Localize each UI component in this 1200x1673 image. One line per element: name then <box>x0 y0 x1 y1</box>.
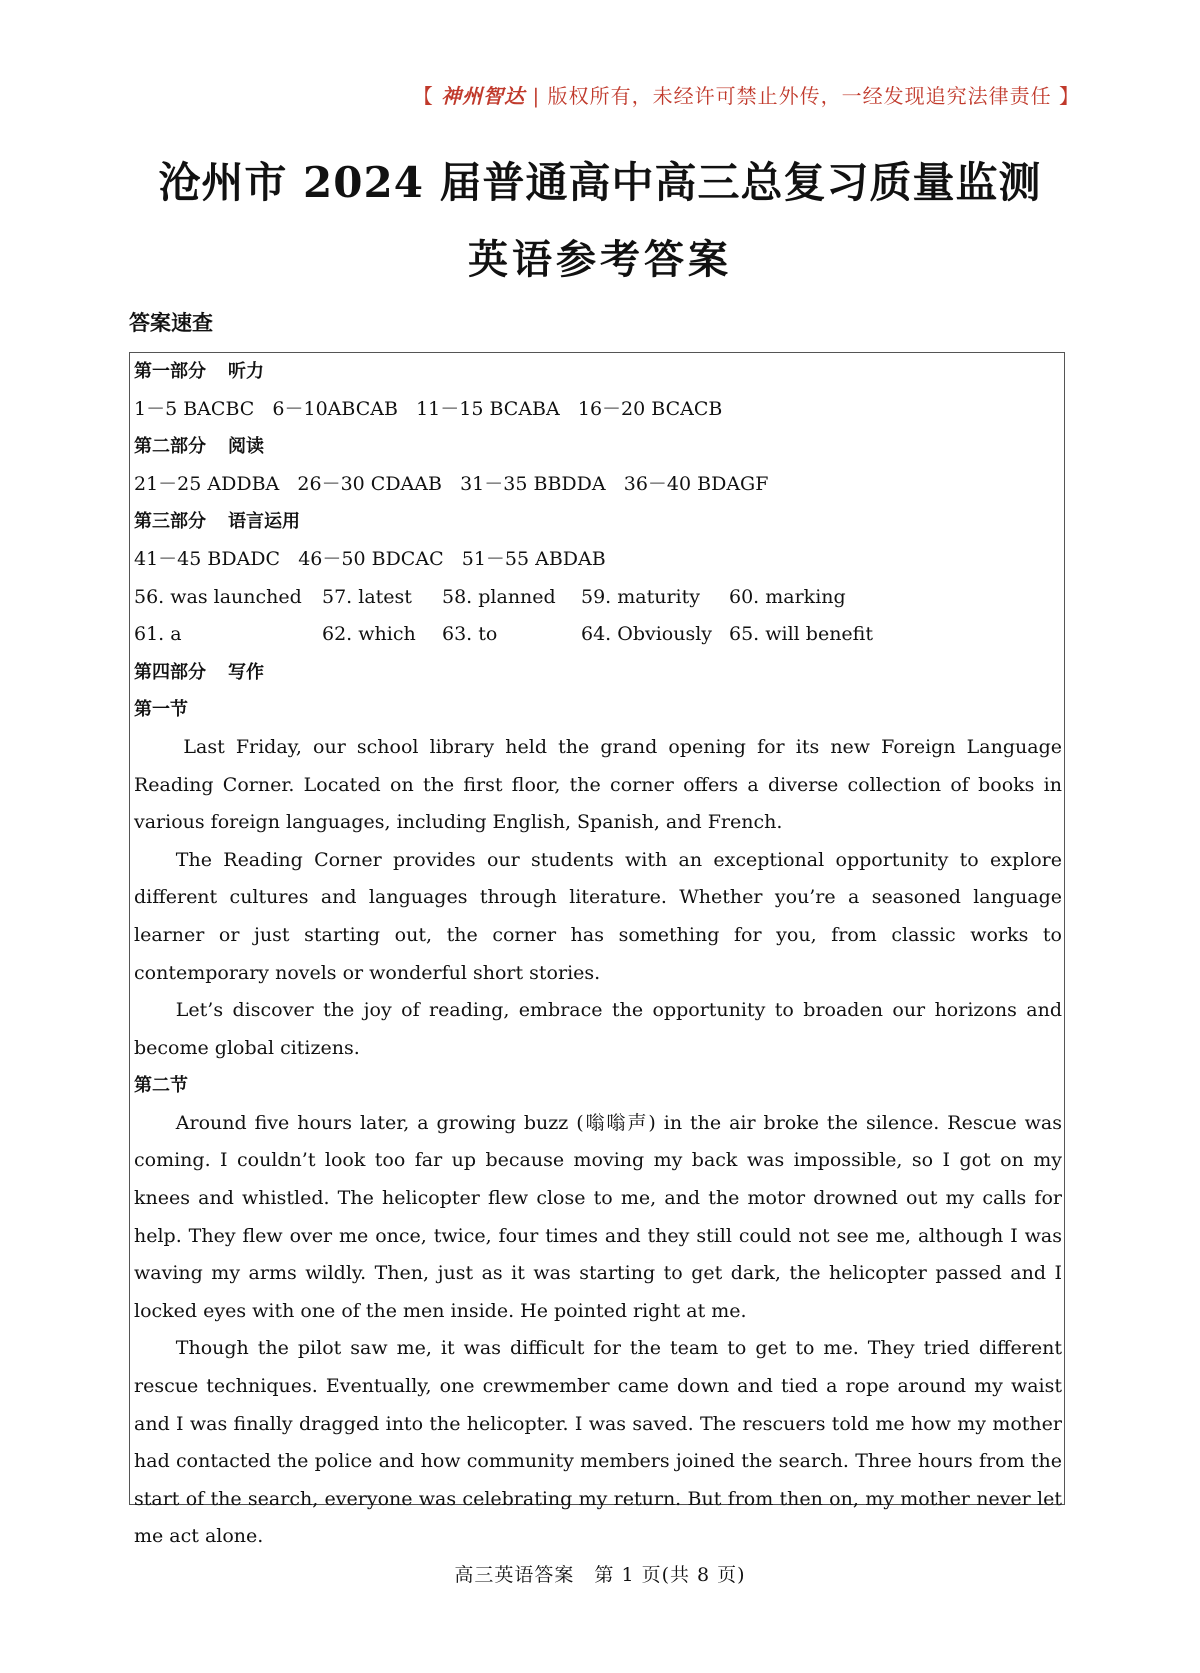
part3-heading: 第三部分 语言运用 <box>134 511 300 533</box>
part1-heading: 第一部分 听力 <box>134 361 264 382</box>
document-title: 沧州市 2024 届普通高中高三总复习质量监测 <box>158 158 1042 207</box>
answer-group: 31－35 BBDDA <box>460 472 606 495</box>
notice-text: 版权所有，未经许可禁止外传，一经发现追究法律责任 <box>547 84 1052 108</box>
answer-group: 1－5 BACBC <box>134 397 255 420</box>
essay1-paragraph: The Reading Corner provides our students with an exceptional opportunity to explore different cultures and languages through literature. Whether you’re a seasoned language learner or just starting out, the corner has something for you, from classic works to contemporary novels or wonderful short stories. <box>134 848 1062 984</box>
fill-answer: 62. which <box>322 623 416 646</box>
copyright-notice <box>413 80 1080 109</box>
fill-answer: 59. maturity <box>581 585 701 608</box>
part1-answers <box>134 391 1062 429</box>
answer-group: 11－15 BCABA <box>416 397 560 420</box>
section1-heading: 第一节 <box>134 699 188 721</box>
page-footer: 高三英语答案 第 1 页(共 8 页) <box>454 1564 746 1586</box>
part3-answers <box>134 541 1062 579</box>
fill-in-row-2 <box>134 616 1062 654</box>
fill-answer: 57. latest <box>322 585 412 608</box>
answer-group: 26－30 CDAAB <box>297 472 442 495</box>
fill-answer: 61. a <box>134 623 182 646</box>
document-subtitle: 英语参考答案 <box>468 237 732 283</box>
answer-group: 36－40 BDAGF <box>623 472 769 495</box>
answer-group: 46－50 BDCAC <box>298 547 444 570</box>
fill-answer: 56. was launched <box>134 585 302 608</box>
fill-answer: 65. will benefit <box>729 623 873 646</box>
answer-box <box>129 352 1065 1548</box>
fill-in-row-1 <box>134 579 1062 617</box>
essay2-paragraph: Around five hours later, a growing buzz (嗡嗡声) in the air broke the silence. Rescue was coming. I couldn’t look too far up because moving my back was impossible, so I got on my knees and whistled. The helicopter flew close to me, and the motor drowned out my calls for help. They flew over me once, twice, four times and they still could not see me, although I was waving my arms wildly. Then, just as it was starting to get dark, the helicopter passed and I locked eyes with one of the men inside. He pointed right at me. <box>134 1111 1062 1322</box>
notice-open-bracket: 【 <box>412 84 434 108</box>
part4-heading: 第四部分 写作 <box>134 661 264 683</box>
fill-answer: 60. marking <box>729 585 846 608</box>
notice-separator: | <box>532 84 541 108</box>
fill-answer: 58. planned <box>442 585 556 608</box>
quick-answers-label: 答案速查 <box>129 311 213 335</box>
part2-heading: 第二部分 阅读 <box>134 436 264 458</box>
notice-close-bracket: 】 <box>1059 84 1080 108</box>
essay2-paragraph: Though the pilot saw me, it was difficult for the team to get to me. They tried different rescue techniques. Eventually, one crewmember came down and tied a rope around my waist and I was finally dragged into the helicopter. I was saved. The rescuers told me how my mother had contacted the police and how community members joined the search. Three hours from the start of the search, everyone was celebrating my return. But from then on, my mother never let me act alone. <box>134 1337 1062 1548</box>
essay1-paragraph: Last Friday, our school library held the grand opening for its new Foreign Language Reading Corner. Located on the first floor, the corner offers a diverse collection of books in various foreign languages, including English, Spanish, and French. <box>134 735 1062 834</box>
essay1-paragraph: Let’s discover the joy of reading, embrace the opportunity to broaden our horizons and become global citizens. <box>134 999 1062 1059</box>
fill-answer: 63. to <box>442 623 498 646</box>
part2-answers <box>134 466 1062 504</box>
answer-group: 21－25 ADDBA <box>134 472 280 495</box>
answer-group: 41－45 BDADC <box>134 547 281 570</box>
answer-group: 51－55 ABDAB <box>461 547 606 570</box>
answer-group: 16－20 BCACB <box>577 397 723 420</box>
fill-answer: 64. Obviously <box>581 623 713 646</box>
section2-heading: 第二节 <box>134 1075 188 1097</box>
answer-group: 6－10ABCAB <box>272 397 398 420</box>
publisher-logo: 神州智达 <box>441 84 526 108</box>
